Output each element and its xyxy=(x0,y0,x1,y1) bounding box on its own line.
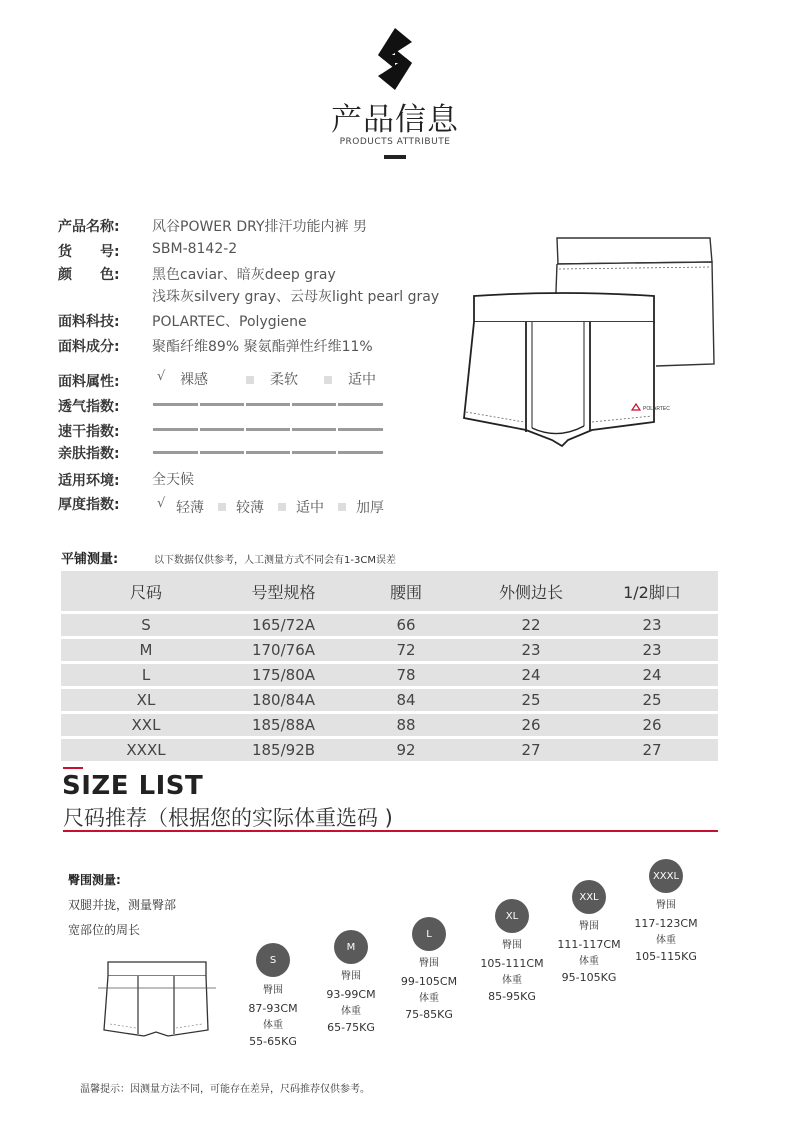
property-option: 柔软 xyxy=(270,372,298,388)
table-header: 1/2脚口 xyxy=(586,571,718,611)
weight-range: 105-115KG xyxy=(635,950,697,963)
thickness-option: 较薄 xyxy=(236,500,264,516)
size-list-divider xyxy=(63,830,718,832)
table-cell: 24 xyxy=(586,664,718,686)
table-row xyxy=(61,689,718,711)
table-row xyxy=(61,639,718,661)
footer-note: 温馨提示：因测量方法不同，可能存在差异，尺码推荐仅供参考。 xyxy=(80,1084,370,1095)
thickness-option: 加厚 xyxy=(356,500,384,516)
weight-label: 体重 xyxy=(579,956,599,967)
thickness-option: 适中 xyxy=(296,500,324,516)
hip-label: 臀围 xyxy=(341,971,361,982)
thickness-box-icon xyxy=(278,503,286,511)
color-value-2: 浅珠灰silvery gray、云母灰light pearl gray xyxy=(152,289,440,305)
table-cell: 25 xyxy=(586,689,718,711)
color-label: 颜 色: xyxy=(58,267,120,283)
hip-range: 105-111CM xyxy=(480,957,544,970)
table-cell: 165/72A xyxy=(231,614,336,636)
table-cell: 22 xyxy=(476,614,586,636)
property-label: 面料属性: xyxy=(58,374,120,390)
name-value: 风谷POWER DRY排汗功能内裤 男 xyxy=(152,219,367,235)
table-header: 尺码 xyxy=(61,571,231,611)
composition-value: 聚酯纤维89% 聚氨酯弹性纤维11% xyxy=(152,339,373,355)
table-cell: 170/76A xyxy=(231,639,336,661)
size-table xyxy=(61,568,718,764)
composition-label: 面料成分: xyxy=(58,339,120,355)
table-cell: S xyxy=(61,614,231,636)
skin-label: 亲肤指数: xyxy=(58,446,120,462)
table-cell: XXXL xyxy=(61,739,231,761)
table-header: 号型规格 xyxy=(231,571,336,611)
table-cell: 185/88A xyxy=(231,714,336,736)
table-header-row xyxy=(61,571,718,611)
table-cell: M xyxy=(61,639,231,661)
dry-index-bar xyxy=(153,428,383,431)
size-badge: M xyxy=(334,930,368,964)
hip-heading: 臀围测量: xyxy=(68,873,121,887)
hip-label: 臀围 xyxy=(419,958,439,969)
table-cell: 27 xyxy=(476,739,586,761)
table-cell: 84 xyxy=(336,689,476,711)
page-title: 产品信息 xyxy=(331,102,459,138)
hip-label: 臀围 xyxy=(656,900,676,911)
property-box-icon xyxy=(324,376,332,384)
table-cell: 24 xyxy=(476,664,586,686)
measure-note: 以下数据仅供参考，人工测量方式不同会有1-3CM误差 xyxy=(154,555,396,566)
size-badge: S xyxy=(256,943,290,977)
table-cell: 26 xyxy=(586,714,718,736)
hip-measure-illustration xyxy=(98,958,216,1038)
skin-index-bar xyxy=(153,451,383,454)
weight-range: 65-75KG xyxy=(327,1021,375,1034)
hip-range: 111-117CM xyxy=(557,938,621,951)
hip-range: 99-105CM xyxy=(400,975,458,988)
table-cell: 92 xyxy=(336,739,476,761)
size-list-accent xyxy=(63,767,83,769)
property-option: 裸感 xyxy=(180,372,208,388)
table-cell: 26 xyxy=(476,714,586,736)
weight-range: 95-105KG xyxy=(561,971,617,984)
table-cell: 25 xyxy=(476,689,586,711)
table-cell: 72 xyxy=(336,639,476,661)
thickness-option: 轻薄 xyxy=(176,500,204,516)
tech-value: POLARTEC、Polygiene xyxy=(152,314,307,330)
page-subtitle: PRODUCTS ATTRIBUTE xyxy=(339,137,451,147)
hip-range: 87-93CM xyxy=(248,1002,298,1015)
weight-range: 75-85KG xyxy=(405,1008,453,1021)
briefs-illustration xyxy=(460,236,720,450)
size-badge: XL xyxy=(495,899,529,933)
table-cell: 23 xyxy=(586,614,718,636)
size-list-title: SIZE LIST xyxy=(62,771,204,801)
hip-label: 臀围 xyxy=(579,921,599,932)
table-cell: L xyxy=(61,664,231,686)
sku-label: 货 号: xyxy=(58,244,120,260)
weight-label: 体重 xyxy=(263,1020,283,1031)
table-cell: 78 xyxy=(336,664,476,686)
brand-logo xyxy=(374,28,416,90)
hip-instruction: 宽部位的周长 xyxy=(68,923,141,937)
table-cell: XXL xyxy=(61,714,231,736)
table-row xyxy=(61,714,718,736)
color-value-1: 黑色caviar、暗灰deep gray xyxy=(152,267,336,283)
size-badge: XXXL xyxy=(649,859,683,893)
hip-range: 93-99CM xyxy=(326,988,376,1001)
sku-value: SBM-8142-2 xyxy=(152,241,238,257)
weight-label: 体重 xyxy=(656,935,676,946)
thickness-label: 厚度指数: xyxy=(58,497,120,513)
thickness-box-icon xyxy=(338,503,346,511)
breath-index-bar xyxy=(153,403,383,406)
table-cell: 180/84A xyxy=(231,689,336,711)
table-cell: 175/80A xyxy=(231,664,336,686)
property-option: 适中 xyxy=(348,372,376,388)
env-value: 全天候 xyxy=(152,472,194,488)
weight-label: 体重 xyxy=(502,975,522,986)
table-cell: 66 xyxy=(336,614,476,636)
brand-mark: POLARTEC xyxy=(643,406,670,412)
hip-instruction: 双腿并拢，测量臀部 xyxy=(68,898,177,912)
table-cell: 27 xyxy=(586,739,718,761)
name-label: 产品名称: xyxy=(58,219,120,235)
thickness-box-icon xyxy=(218,503,226,511)
breath-label: 透气指数: xyxy=(58,399,120,415)
tech-label: 面料科技: xyxy=(58,314,120,330)
dry-label: 速干指数: xyxy=(58,424,120,440)
weight-label: 体重 xyxy=(419,993,439,1004)
table-row xyxy=(61,739,718,761)
table-cell: 23 xyxy=(586,639,718,661)
weight-range: 85-95KG xyxy=(488,990,536,1003)
table-row xyxy=(61,664,718,686)
thickness-check-icon: √ xyxy=(157,496,166,511)
table-cell: 23 xyxy=(476,639,586,661)
weight-label: 体重 xyxy=(341,1006,361,1017)
property-check-icon: √ xyxy=(157,369,166,384)
env-label: 适用环境: xyxy=(58,473,120,489)
hip-label: 臀围 xyxy=(263,985,283,996)
size-badge: L xyxy=(412,917,446,951)
property-box-icon xyxy=(246,376,254,384)
table-cell: 185/92B xyxy=(231,739,336,761)
size-list-subtitle: 尺码推荐（根据您的实际体重选码 ) xyxy=(63,806,393,830)
table-cell: 88 xyxy=(336,714,476,736)
hip-label: 臀围 xyxy=(502,940,522,951)
size-badge: XXL xyxy=(572,880,606,914)
table-header: 腰围 xyxy=(336,571,476,611)
table-cell: XL xyxy=(61,689,231,711)
measure-label: 平铺测量: xyxy=(61,552,119,567)
weight-range: 55-65KG xyxy=(249,1035,297,1048)
title-underline xyxy=(384,155,406,159)
table-row xyxy=(61,614,718,636)
table-header: 外侧边长 xyxy=(476,571,586,611)
hip-range: 117-123CM xyxy=(634,917,698,930)
